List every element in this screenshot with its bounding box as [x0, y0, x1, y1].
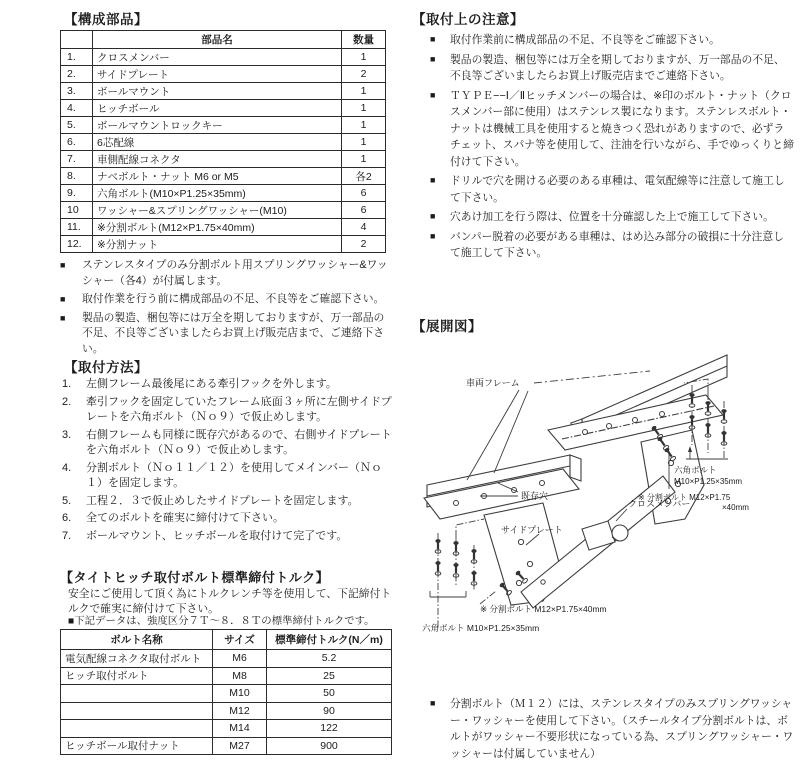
- table-row: [61, 202, 386, 219]
- hex-bolt-right-label: 六角ボルト: [674, 465, 717, 475]
- left-column: [60, 8, 394, 758]
- square-bullet-icon: ■: [60, 312, 66, 323]
- part-no: 3.: [61, 83, 93, 100]
- part-qty: 4: [342, 219, 386, 236]
- bolt-torque: 25: [267, 667, 392, 685]
- bolt-name: [61, 720, 213, 738]
- list-item: [408, 209, 794, 226]
- bolt-name: ヒッチボール取付ナット: [61, 737, 213, 755]
- square-bullet-icon: ■: [60, 294, 66, 304]
- list-item: [408, 32, 794, 49]
- right-column: [408, 8, 796, 758]
- step-text: 分割ボルト（Ｎｏ１１／１２）を使用してメインバー（Ｎｏ１）を固定します。: [86, 461, 383, 489]
- square-bullet-icon: ■: [430, 230, 436, 241]
- part-qty: 1: [342, 49, 386, 66]
- caution-text: バンパー脱着の必要がある車種は、はめ込み部分の破損に十分注意して施工して下さい。: [450, 230, 784, 259]
- parts-notes-list: [60, 258, 392, 360]
- part-qty: 1: [342, 100, 386, 117]
- step-text: 全てのボルトを確実に締付けて下さい。: [86, 512, 284, 524]
- bolt-name: [61, 702, 213, 720]
- bolt-size: M10: [213, 685, 267, 703]
- note-text: 製品の製造、梱包等には万全を期しておりますが、万一部品の不足、不良等ございましたらお買上げ販売店まで、ご連絡下さい。: [82, 311, 385, 355]
- part-no: 7.: [61, 151, 93, 168]
- square-bullet-icon: ■: [60, 260, 66, 270]
- parts-header-name: 部品名: [93, 31, 342, 49]
- caution-text: 製品の製造、梱包等には万全を期しておりますが、万一部品の不足、不良等ございましたらお買上げ販売店までご連絡下さい。: [450, 53, 785, 82]
- torque-header-name: ボルト名称: [61, 630, 213, 650]
- table-row: [61, 685, 392, 703]
- part-name: 6芯配線: [93, 134, 342, 151]
- part-name: 六角ボルト(M10×P1.25×35mm): [93, 185, 342, 202]
- parts-header-no: [61, 31, 93, 49]
- part-name: ナベボルト・ナット M6 or M5: [93, 168, 342, 185]
- caution-text: ドリルで穴を開ける必要のある車種は、電気配線等に注意して施工して下さい。: [450, 175, 785, 204]
- split-bolt-right-label: ※ 分割ボルト M12×P1.75: [638, 493, 731, 502]
- torque-section-title: 【タイトヒッチ取付ボルト標準締付トルク】: [60, 570, 330, 585]
- diagram-section-title: 【展開図】: [412, 319, 482, 334]
- bolt-torque: 900: [267, 737, 392, 755]
- bolt-torque: 90: [267, 702, 392, 720]
- list-item: [62, 494, 394, 510]
- table-row: [61, 83, 386, 100]
- bottom-note-list: [408, 696, 794, 765]
- part-no: 2.: [61, 66, 93, 83]
- list-item: [408, 52, 794, 85]
- step-text: 左側フレーム最後尾にある牽引フックを外します。: [86, 378, 337, 390]
- list-item: [408, 173, 794, 206]
- cautions-list: [408, 32, 794, 265]
- table-row: [61, 737, 392, 755]
- table-row: [61, 720, 392, 738]
- part-name: ワッシャー&スプリングワッシャー(M10): [93, 202, 342, 219]
- table-row: [61, 650, 392, 668]
- step-text: 牽引フックを固定していたフレーム底面３ヶ所に左側サイドプレートを六角ボルト（Ｎｏ９）で仮止めします。: [86, 395, 392, 423]
- list-item: [62, 428, 394, 459]
- table-row: [61, 702, 392, 720]
- step-number: 2.: [62, 395, 72, 408]
- parts-table: [60, 30, 386, 253]
- split-bolt-right-spec: ×40mm: [722, 503, 749, 512]
- part-qty: 各2: [342, 168, 386, 185]
- part-no: 11.: [61, 219, 93, 236]
- note-text: 取付作業を行う前に構成部品の不足、不良等をご確認下さい。: [82, 293, 385, 305]
- torque-header-value: 標準締付トルク(N／m): [267, 630, 392, 650]
- parts-header-row: [61, 31, 386, 49]
- part-qty: 1: [342, 117, 386, 134]
- bolt-size: M14: [213, 720, 267, 738]
- square-bullet-icon: ■: [430, 53, 436, 64]
- part-name: ※分割ボルト(M12×P1.75×40mm): [93, 219, 342, 236]
- bottom-note-text: 分割ボルト（Ｍ１２）には、ステンレスタイプのみスプリングワッシャー・ワッシャーを使用して下さい。（スチールタイプ分割ボルトは、ボルトがワッシャー不要形状になっている為、スプリングワッシャー・ワッシャーは付属していません）: [450, 698, 794, 760]
- hex-bolt-bottom-label: 六角ボルト M10×P1.25×35mm: [422, 623, 540, 633]
- table-row: [61, 185, 386, 202]
- caution-text: ＴＹＰＥ−−Ⅰ／Ⅱヒッチメンバーの場合は、※印のボルト・ナット（クロスメンバー部に使用）はステンレス製になります。ステンレスボルト・ナットは機械工具を使用すると焼きつく恐れがありますので、必ずラチェット、スパナ等を使用して、注油を行いながら、手でゆっくりと締付けて下さい。: [450, 89, 794, 168]
- part-name: ボールマウントロックキー: [93, 117, 342, 134]
- part-qty: 2: [342, 66, 386, 83]
- part-name: ※分割ナット: [93, 236, 342, 253]
- step-number: 3.: [62, 428, 72, 441]
- bolt-name: ヒッチ取付ボルト: [61, 667, 213, 685]
- bolt-size: M8: [213, 667, 267, 685]
- list-item: [60, 258, 392, 289]
- bolt-torque: 5.2: [267, 650, 392, 668]
- part-qty: 1: [342, 83, 386, 100]
- part-qty: 6: [342, 202, 386, 219]
- list-item: [62, 377, 394, 393]
- step-number: 4.: [62, 461, 72, 474]
- list-item: [62, 511, 394, 527]
- table-row: [61, 49, 386, 66]
- exploded-view-diagram: [422, 333, 800, 668]
- list-item: [408, 88, 794, 171]
- torque-note-text: ■下記データは、強度区分７Ｔ～８．８Ｔの標準締付トルクです。: [68, 616, 375, 627]
- list-item: [60, 311, 392, 358]
- part-name: ボールマウント: [93, 83, 342, 100]
- install-steps-list: [62, 377, 394, 546]
- torque-table: [60, 629, 392, 755]
- part-no: 8.: [61, 168, 93, 185]
- part-qty: 1: [342, 151, 386, 168]
- list-item: [408, 229, 794, 262]
- part-no: 6.: [61, 134, 93, 151]
- square-bullet-icon: ■: [430, 34, 436, 44]
- step-number: 7.: [62, 529, 72, 542]
- part-qty: 1: [342, 134, 386, 151]
- parts-section-title: 【構成部品】: [64, 12, 148, 27]
- part-no: 4.: [61, 100, 93, 117]
- part-qty: 2: [342, 236, 386, 253]
- list-item: [408, 696, 794, 762]
- part-name: 車側配線コネクタ: [93, 151, 342, 168]
- step-number: 1.: [62, 378, 72, 390]
- cautions-section-title: 【取付上の注意】: [412, 12, 524, 27]
- square-bullet-icon: ■: [430, 698, 436, 708]
- parts-header-qty: 数量: [342, 31, 386, 49]
- table-row: [61, 134, 386, 151]
- table-row: [61, 168, 386, 185]
- existing-hole-label: 既存穴: [521, 491, 549, 501]
- part-no: 1.: [61, 49, 93, 66]
- bolt-size: M27: [213, 737, 267, 755]
- bolt-size: M12: [213, 702, 267, 720]
- caution-text: 取付作業前に構成部品の不足、不良等をご確認下さい。: [450, 34, 720, 46]
- step-text: ボールマウント、ヒッチボールを取付けて完了です。: [86, 529, 348, 542]
- part-no: 9.: [61, 185, 93, 202]
- table-row: [61, 66, 386, 83]
- step-number: 5.: [62, 494, 72, 507]
- bolt-size: M6: [213, 650, 267, 668]
- bolt-name: [61, 685, 213, 703]
- table-row: [61, 117, 386, 134]
- bolt-torque: 50: [267, 685, 392, 703]
- table-row: [61, 219, 386, 236]
- side-plate-label: サイドプレート: [501, 525, 563, 535]
- list-item: [62, 461, 394, 492]
- torque-intro-text: 安全にご使用して頂く為にトルクレンチ等を使用して、下記締付トルクで確実に締付けて下さい。: [68, 588, 392, 615]
- step-number: 6.: [62, 512, 72, 524]
- part-name: サイドプレート: [93, 66, 342, 83]
- list-item: [62, 395, 394, 426]
- vehicle-frame-label: 車両フレーム: [466, 378, 520, 388]
- part-no: 12.: [61, 236, 93, 253]
- cross-member-label: クロスメンバー: [628, 499, 691, 509]
- step-text: 工程２．３で仮止めしたサイドプレートを固定します。: [86, 494, 359, 507]
- square-bullet-icon: ■: [430, 211, 436, 221]
- list-item: [62, 529, 394, 545]
- hex-bolt-right-spec: M10×P1.25×35mm: [674, 477, 743, 486]
- part-qty: 6: [342, 185, 386, 202]
- bolt-name: 電気配線コネクタ取付ボルト: [61, 650, 213, 668]
- part-name: クロスメンバー: [93, 49, 342, 66]
- table-row: [61, 151, 386, 168]
- torque-header-row: [61, 630, 392, 650]
- install-section-title: 【取付方法】: [64, 360, 148, 375]
- part-name: ヒッチボール: [93, 100, 342, 117]
- torque-header-size: サイズ: [213, 630, 267, 650]
- note-text: ステンレスタイプのみ分割ボルト用スプリングワッシャー&ワッシャー（各4）が付属します。: [82, 259, 388, 287]
- table-row: [61, 667, 392, 685]
- part-no: 10: [61, 202, 93, 219]
- step-text: 右側フレームも同様に既存穴があるので、右側サイドプレートを六角ボルト（Ｎｏ９）で仮止めします。: [86, 428, 392, 456]
- square-bullet-icon: ■: [430, 175, 436, 185]
- table-row: [61, 236, 386, 253]
- table-row: [61, 100, 386, 117]
- square-bullet-icon: ■: [430, 89, 436, 100]
- bolt-torque: 122: [267, 720, 392, 738]
- list-item: [60, 292, 392, 308]
- split-bolt-bottom-label: ※ 分割ボルト M12×P1.75×40mm: [480, 604, 607, 614]
- part-no: 5.: [61, 117, 93, 134]
- caution-text: 穴あけ加工を行う際は、位置を十分確認した上で施工して下さい。: [450, 211, 774, 223]
